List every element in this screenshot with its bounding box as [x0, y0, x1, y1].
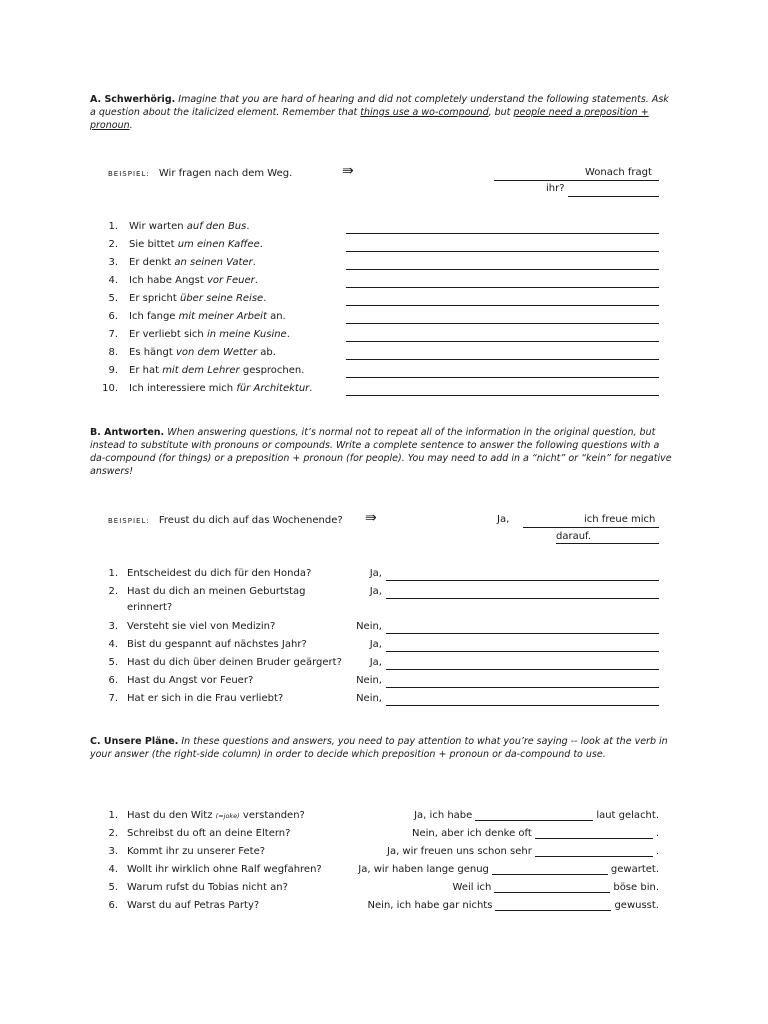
- item-text-end: .: [259, 239, 263, 250]
- example-b: [108, 515, 343, 526]
- example-answer-line-1: [494, 180, 659, 181]
- section-a-instr-text-3: .: [129, 120, 133, 131]
- question-text: Versteht sie viel von Medizin?: [127, 621, 276, 632]
- answer-post: .: [655, 846, 659, 857]
- item-number: 5.: [108, 293, 118, 304]
- item-number: 4.: [108, 639, 118, 650]
- item-number: 2.: [108, 586, 118, 597]
- list-item: [129, 311, 286, 322]
- item-number: 5.: [108, 882, 118, 893]
- item-text-end: .: [254, 275, 258, 286]
- example-answer-2: ihr?: [546, 183, 565, 194]
- question-text: Hat er sich in die Frau verliebt?: [127, 693, 284, 704]
- section-b-heading: B. Antworten.: [90, 427, 165, 438]
- item-text: Ich interessiere mich: [129, 383, 234, 394]
- item-text: Sie bittet: [129, 239, 175, 250]
- answer-pre: Nein, ich habe gar nichts: [367, 900, 493, 911]
- answer-blank[interactable]: [535, 828, 653, 839]
- example-answer-1: Wonach fragt: [585, 167, 652, 178]
- answer-line[interactable]: [346, 323, 659, 324]
- example-label: BEISPIEL:: [108, 170, 150, 178]
- answer-row: [358, 864, 659, 875]
- answer-row: [368, 900, 659, 911]
- answer-pre: Ja, wir haben lange genug: [358, 864, 489, 875]
- section-a-instructions: [90, 93, 672, 132]
- arrow-icon: ⇛: [365, 510, 377, 526]
- item-number: 6.: [108, 900, 118, 911]
- answer-post: gewusst.: [614, 900, 659, 911]
- answer-line[interactable]: [346, 377, 659, 378]
- item-italic: in meine Kusine: [206, 329, 287, 340]
- item-text: Er spricht: [129, 293, 177, 304]
- item-number: 1.: [108, 810, 118, 821]
- example-label: BEISPIEL:: [108, 517, 150, 525]
- list-item: [129, 347, 276, 358]
- item-number: 3.: [108, 621, 118, 632]
- list-item: [129, 275, 258, 286]
- answer-blank[interactable]: [492, 864, 608, 875]
- item-number: 2.: [108, 828, 118, 839]
- item-italic: für Architektur: [236, 383, 310, 394]
- answer-line[interactable]: [346, 287, 659, 288]
- answer-line[interactable]: [346, 269, 659, 270]
- arrow-icon: ⇛: [342, 163, 354, 179]
- item-number: 4.: [108, 864, 118, 875]
- item-number: 6.: [108, 675, 118, 686]
- question-text-main: Warst du auf Petras Party?: [127, 900, 260, 911]
- section-a-heading: A. Schwerhörig.: [90, 94, 176, 105]
- answer-prefix: Ja,: [369, 639, 382, 650]
- question-text-main: Hast du den Witz: [127, 810, 213, 821]
- item-italic: über seine Reise: [180, 293, 264, 304]
- question-note: (=joke): [215, 812, 240, 820]
- answer-prefix: Ja,: [369, 586, 382, 597]
- item-italic: vor Feuer: [206, 275, 255, 286]
- answer-prefix: Nein,: [356, 675, 382, 686]
- answer-line[interactable]: [386, 580, 659, 581]
- answer-line[interactable]: [346, 233, 659, 234]
- answer-row: [412, 828, 659, 839]
- example-b-answer-2: darauf.: [556, 531, 592, 542]
- list-item: [129, 221, 250, 232]
- question-text-main: Kommt ihr zu unserer Fete?: [127, 846, 266, 857]
- item-number: 8.: [108, 347, 118, 358]
- item-number: 9.: [108, 365, 118, 376]
- answer-pre: Ja, ich habe: [414, 810, 473, 821]
- item-text-end: .: [263, 293, 267, 304]
- item-text-end: an.: [270, 311, 286, 322]
- question-text: [127, 882, 288, 893]
- answer-line[interactable]: [346, 359, 659, 360]
- example-b-prefix: Ja,: [497, 514, 510, 525]
- answer-prefix: Ja,: [369, 657, 382, 668]
- answer-prefix: Nein,: [356, 621, 382, 632]
- example-sentence: Freust du dich auf das Wochenende?: [158, 515, 343, 526]
- section-c-heading: C. Unsere Pläne.: [90, 736, 179, 747]
- example-b-answer-line-1: [523, 527, 659, 528]
- question-text: [127, 900, 259, 911]
- item-italic: von dem Wetter: [175, 347, 258, 358]
- section-a-instr-text: Imagine that you are hard of hearing and did not completely understand the following statements. Ask a question about the italicized element. Remember that: [90, 94, 669, 118]
- list-item: [129, 293, 266, 304]
- question-text: [127, 810, 305, 821]
- item-text-end: .: [309, 383, 313, 394]
- item-text: Ich fange: [129, 311, 176, 322]
- answer-row: [453, 882, 659, 893]
- question-text-main: Wollt ihr wirklich ohne Ralf wegfahren?: [127, 864, 322, 875]
- item-italic: an seinen Vater: [174, 257, 253, 268]
- item-text-end: gesprochen.: [242, 365, 305, 376]
- answer-line[interactable]: [386, 687, 659, 688]
- item-number: 1.: [108, 221, 118, 232]
- section-b-instructions: [90, 426, 672, 478]
- item-text-end: .: [246, 221, 250, 232]
- answer-row: [414, 810, 659, 821]
- example-b-answer-1: ich freue mich: [584, 514, 656, 525]
- answer-post: gewartet.: [610, 864, 659, 875]
- question-text-main: Warum rufst du Tobias nicht an?: [127, 882, 288, 893]
- answer-line[interactable]: [346, 341, 659, 342]
- item-text: Er verliebt sich: [129, 329, 204, 340]
- answer-blank[interactable]: [494, 882, 610, 893]
- question-text: Hast du dich über deinen Bruder geärgert?: [127, 657, 342, 668]
- answer-line[interactable]: [386, 651, 659, 652]
- item-italic: um einen Kaffee: [177, 239, 260, 250]
- item-number: 3.: [108, 846, 118, 857]
- section-c-instructions: [90, 735, 672, 761]
- list-item: [129, 239, 263, 250]
- answer-line[interactable]: [346, 395, 659, 396]
- item-number: 3.: [108, 257, 118, 268]
- item-text: Er denkt: [129, 257, 172, 268]
- answer-prefix: Nein,: [356, 693, 382, 704]
- answer-blank[interactable]: [475, 810, 593, 821]
- list-item: [129, 257, 256, 268]
- item-number: 7.: [108, 693, 118, 704]
- example-a: [108, 168, 292, 179]
- question-text: Entscheidest du dich für den Honda?: [127, 568, 312, 579]
- answer-pre: Ja, wir freuen uns schon sehr: [387, 846, 532, 857]
- section-a-instr-underline-1: things use a wo-compound: [360, 107, 489, 118]
- answer-blank[interactable]: [535, 846, 653, 857]
- answer-post: .: [655, 828, 659, 839]
- list-item: [129, 365, 304, 376]
- question-text: [127, 846, 265, 857]
- item-number: 2.: [108, 239, 118, 250]
- section-a-instr-underline-2: people need a preposition + pronoun: [90, 107, 649, 131]
- item-text-end: ab.: [260, 347, 276, 358]
- answer-line[interactable]: [346, 251, 659, 252]
- answer-line[interactable]: [386, 598, 659, 599]
- answer-line[interactable]: [386, 633, 659, 634]
- item-number: 4.: [108, 275, 118, 286]
- question-text: Hast du dich an meinen Geburtstag: [127, 586, 306, 597]
- answer-post: laut gelacht.: [596, 810, 659, 821]
- question-text: [127, 828, 290, 839]
- answer-line[interactable]: [386, 705, 659, 706]
- item-number: 6.: [108, 311, 118, 322]
- item-text: Wir warten: [129, 221, 184, 232]
- question-text: Bist du gespannt auf nächstes Jahr?: [127, 639, 307, 650]
- example-b-answer-line-2: [556, 543, 659, 544]
- section-c-instr-text: In these questions and answers, you need to pay attention to what you’re saying -- look at the verb in your answer (the right-side column) in order to decide which preposition + pronoun or da-compound to use.: [90, 736, 668, 760]
- item-number: 7.: [108, 329, 118, 340]
- answer-pre: Weil ich: [452, 882, 492, 893]
- answer-pre: Nein, aber ich denke oft: [412, 828, 532, 839]
- answer-line[interactable]: [346, 305, 659, 306]
- question-text-main: Schreibst du oft an deine Eltern?: [127, 828, 291, 839]
- item-text-end: .: [286, 329, 290, 340]
- item-text: Ich habe Angst: [129, 275, 204, 286]
- section-b-instr-text: When answering questions, it’s normal not to repeat all of the information in the original question, but instead to substitute with pronouns or compounds. Write a complete sentence to answer the following questions with a da-compound (for things) or a preposition + pronoun (for people). You may need to add in a “nicht” or “kein” for negative answers!: [90, 427, 672, 477]
- question-text: Hast du Angst vor Feuer?: [127, 675, 254, 686]
- item-text: Er hat: [129, 365, 159, 376]
- list-item: [129, 383, 312, 394]
- example-answer-line-2: [568, 196, 659, 197]
- answer-blank[interactable]: [495, 900, 611, 911]
- item-text: Es hängt: [129, 347, 173, 358]
- item-number: 5.: [108, 657, 118, 668]
- answer-prefix: Ja,: [369, 568, 382, 579]
- question-text-end: verstanden?: [242, 810, 305, 821]
- section-a-instr-text-2: , but: [488, 107, 511, 118]
- answer-line[interactable]: [386, 669, 659, 670]
- question-text: [127, 864, 322, 875]
- example-sentence: Wir fragen nach dem Weg.: [158, 168, 293, 179]
- item-italic: mit dem Lehrer: [162, 365, 240, 376]
- answer-row: [387, 846, 659, 857]
- question-text-cont: erinnert?: [127, 602, 173, 613]
- item-italic: mit meiner Arbeit: [178, 311, 267, 322]
- item-italic: auf den Bus: [186, 221, 247, 232]
- item-text-end: .: [252, 257, 256, 268]
- answer-post: böse bin.: [613, 882, 659, 893]
- list-item: [129, 329, 290, 340]
- item-number: 1.: [108, 568, 118, 579]
- item-number: 10.: [102, 383, 118, 394]
